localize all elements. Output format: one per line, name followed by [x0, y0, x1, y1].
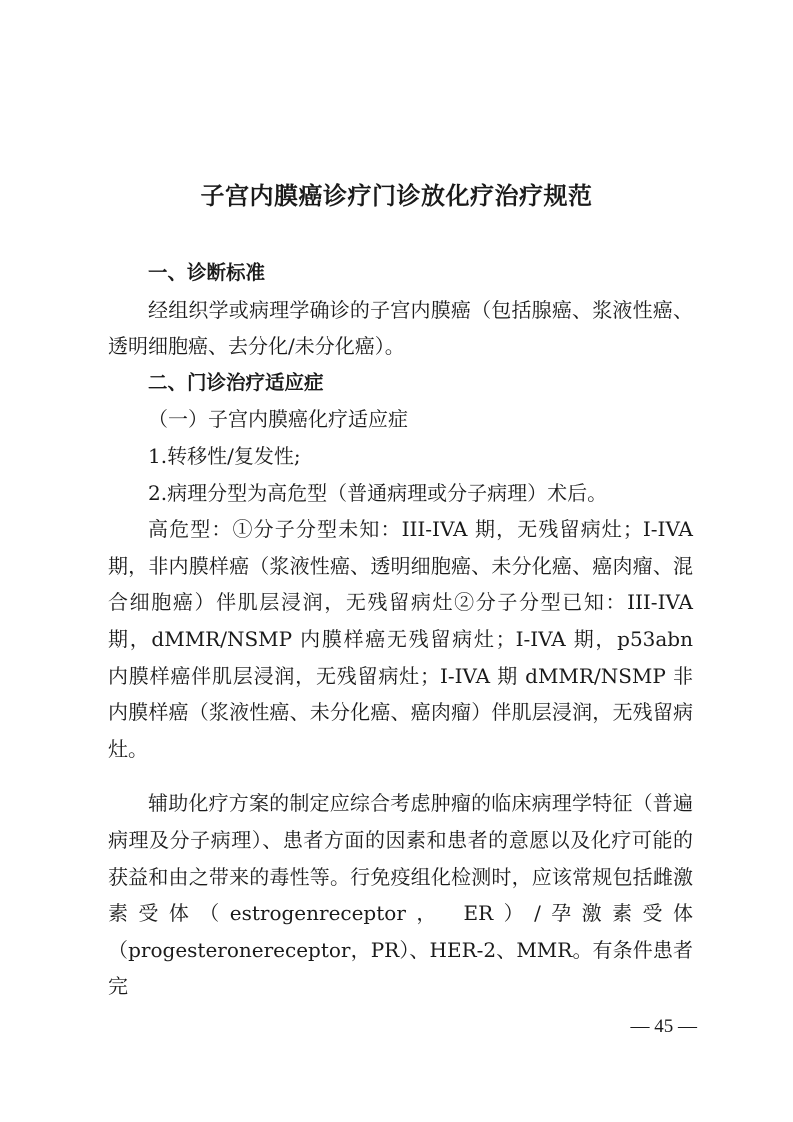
page-number: — 45 —: [630, 1016, 697, 1037]
list-item-high-risk: 2.病理分型为高危型（普通病理或分子病理）术后。: [148, 480, 608, 505]
section-heading-indications: 二、门诊治疗适应症: [148, 370, 324, 394]
diagnosis-paragraph: 经组织学或病理学确诊的子宫内膜癌（包括腺癌、浆液性癌、透明细胞癌、去分化/未分化癌）。: [108, 297, 693, 359]
list-item-metastatic: 1.转移性/复发性;: [148, 443, 301, 468]
section-heading-diagnosis: 一、诊断标准: [148, 261, 266, 284]
paragraph-gap: [108, 767, 693, 785]
high-risk-paragraph: 高危型：①分子分型未知：III-IVA 期，无残留病灶；I-IVA 期，非内膜样癌（浆液性癌、透明细胞癌、未分化癌、癌肉瘤、混合细胞癌）伴肌层浸润，无残留病灶②分子分型已知：III-IVA 期，dMMR/NSMP 内膜样癌无残留病灶；I-IVA 期，p53abn 内膜样癌伴肌层浸润，无残留病灶；I-IVA 期 dMMR/NSMP 非内膜样癌（浆液性癌、未分化癌、癌肉瘤）伴肌层浸润，无残留病灶。: [108, 517, 693, 761]
subsection-heading-chemo: （一）子宫内膜癌化疗适应症: [148, 407, 408, 432]
document-title: 子宫内膜癌诊疗门诊放化疗治疗规范: [200, 182, 593, 210]
document-body: [108, 255, 693, 1005]
adjuvant-paragraph: 辅助化疗方案的制定应综合考虑肿瘤的临床病理学特征（普遍病理及分子病理）、患者方面的因素和患者的意愿以及化疗可能的获益和由之带来的毒性等。行免疫组化检测时，应该常规包括雌激素受体（estrogenreceptor， ER）/孕激素受体（progesteronereceptor，PR）、HER-2、MMR。有条件患者完: [108, 791, 693, 999]
